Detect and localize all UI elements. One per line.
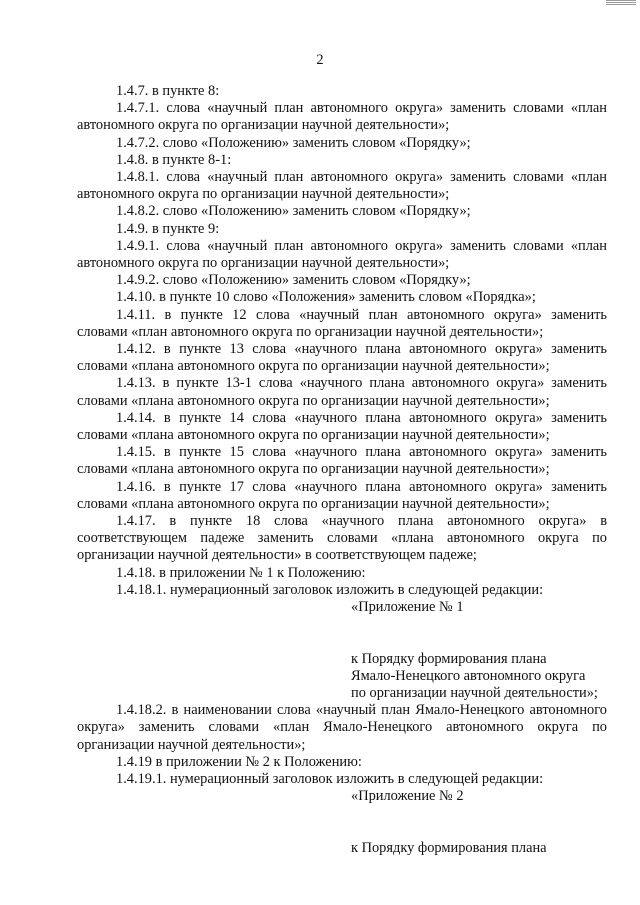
appendix-2-heading xyxy=(77,788,607,857)
paragraph: 1.4.7.1. слова «научный план автономного округа» заменить словами «план автономного округа по организации научной деятельности»; xyxy=(77,100,607,134)
appendix-line: к Порядку формирования плана xyxy=(351,839,547,856)
paragraph: 1.4.15. в пункте 15 слова «научного плана автономного округа» заменить словами «плана автономного округа по организации научной деятельности»; xyxy=(77,444,607,478)
appendix-1-heading xyxy=(77,599,607,702)
paragraph: 1.4.16. в пункте 17 слова «научного плана автономного округа» заменить словами «плана автономного округа по организации научной деятельности»; xyxy=(77,478,607,512)
appendix-title: «Приложение № 2 xyxy=(351,788,464,805)
paragraph: 1.4.14. в пункте 14 слова «научного плана автономного округа» заменить словами «плана автономного округа по организации научной деятельности»; xyxy=(77,409,607,444)
appendix-line: к Порядку формирования плана xyxy=(351,650,547,667)
paragraph: 1.4.19.1. нумерационный заголовок изложить в следующей редакции: xyxy=(116,771,544,788)
paragraph: 1.4.18.2. в наименовании слова «научный план Ямало-Ненецкого автономного округа» заменить словами «план Ямало-Ненецкого автономного округа по организации научной деятельности»; xyxy=(77,702,607,753)
appendix-line: по организации научной деятельности»; xyxy=(351,685,598,702)
paragraph: 1.4.8. в пункте 8-1: xyxy=(116,151,232,168)
paragraph: 1.4.18.1. нумерационный заголовок изложить в следующей редакции: xyxy=(116,581,544,598)
paragraph: 1.4.17. в пункте 18 слова «научного плана автономного округа» в соответствующем падеже заменить словами «плана автономного округа по организации научной деятельности» в соответствующем падеже; xyxy=(77,513,607,564)
paragraph: 1.4.18. в приложении № 1 к Положению: xyxy=(116,564,366,581)
paragraph: 1.4.8.1. слова «научный план автономного округа» заменить словами «план автономного округа по организации научной деятельности»; xyxy=(77,169,607,203)
paragraph: 1.4.13. в пункте 13-1 слова «научного плана автономного округа» заменить словами «плана автономного округа по организации научной деятельности»; xyxy=(77,375,607,409)
document-body xyxy=(77,83,607,857)
paragraph: 1.4.19 в приложении № 2 к Положению: xyxy=(116,753,362,770)
paragraph: 1.4.10. в пункте 10 слово «Положения» заменить словом «Порядка»; xyxy=(116,289,536,306)
paragraph: 1.4.9.2. слово «Положению» заменить словом «Порядку»; xyxy=(116,272,471,289)
paragraph: 1.4.9. в пункте 9: xyxy=(116,220,220,237)
paragraph: 1.4.9.1. слова «научный план автономного округа» заменить словами «план автономного округа по организации научной деятельности»; xyxy=(77,237,607,272)
paragraph: 1.4.11. в пункте 12 слова «научный план автономного округа» заменить словами «план автономного округа по организации научной деятельности»; xyxy=(77,306,607,340)
paragraph: 1.4.12. в пункте 13 слова «научного плана автономного округа» заменить словами «плана автономного округа по организации научной деятельности»; xyxy=(77,341,607,375)
paragraph: 1.4.8.2. слово «Положению» заменить словом «Порядку»; xyxy=(116,203,471,220)
scan-mark xyxy=(606,0,636,7)
page-number: 2 xyxy=(316,52,324,68)
paragraph: 1.4.7.2. слово «Положению» заменить словом «Порядку»; xyxy=(116,134,471,151)
appendix-title: «Приложение № 1 xyxy=(351,599,464,616)
appendix-line: Ямало-Ненецкого автономного округа xyxy=(351,667,586,684)
paragraph: 1.4.7. в пункте 8: xyxy=(116,83,220,99)
